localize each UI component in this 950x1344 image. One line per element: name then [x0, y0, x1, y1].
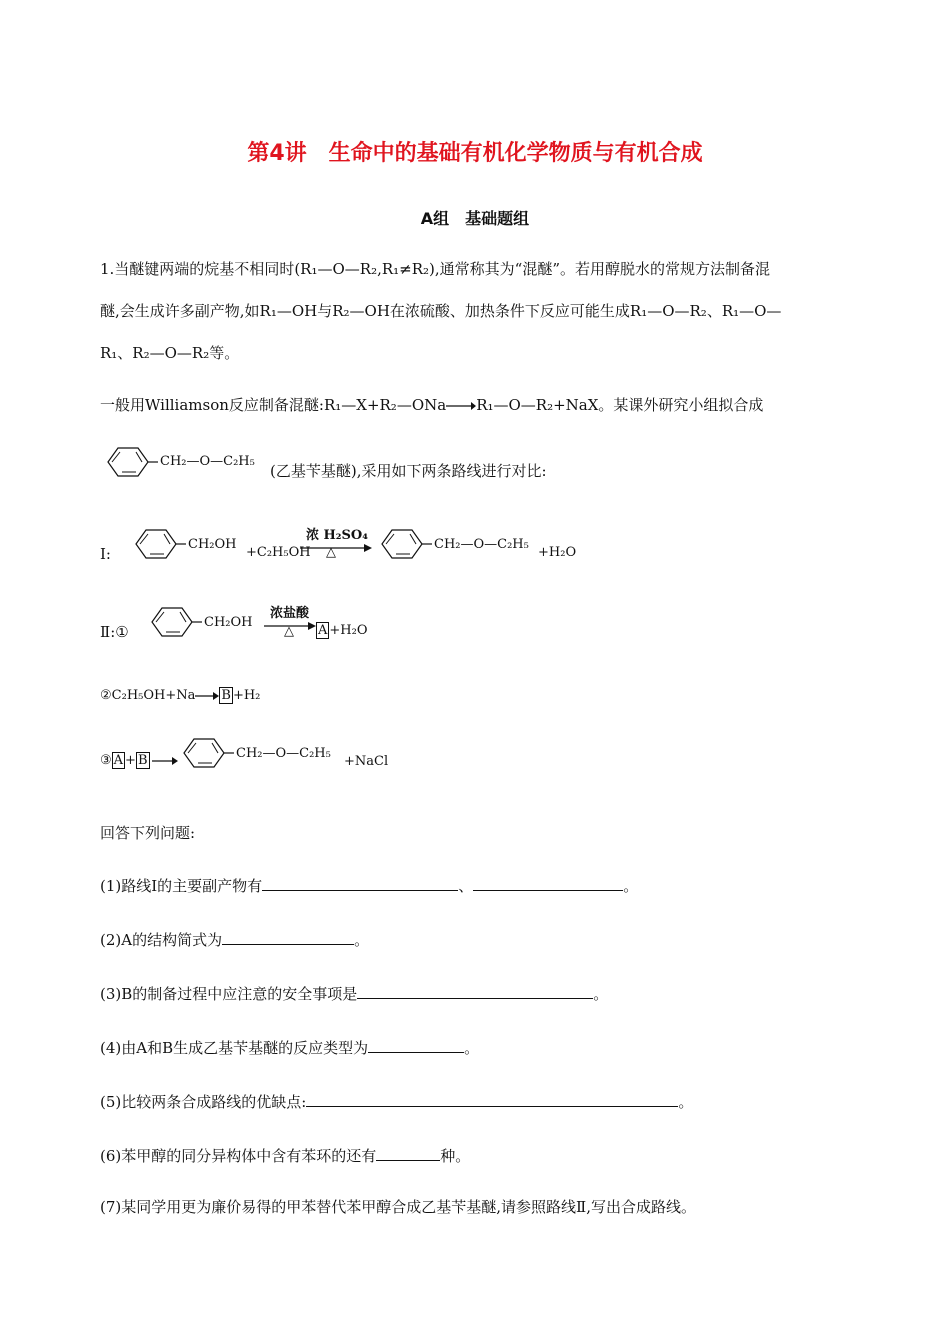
- route2-water: +H₂O: [329, 623, 368, 638]
- q4-end: 。: [464, 1039, 480, 1057]
- q5-text: (5)比较两条合成路线的优缺点:: [100, 1093, 307, 1111]
- answer-intro: 回答下列问题:: [100, 824, 196, 842]
- step3-number: ③: [100, 753, 112, 768]
- q1-end: 。: [623, 877, 639, 895]
- q3-end: 。: [593, 985, 609, 1003]
- q5-end: 。: [678, 1093, 694, 1111]
- benzene-ring-icon: [144, 604, 208, 640]
- route1-arrow: [300, 538, 372, 557]
- williamson-right: R₁—O—R₂+NaX。某课外研究小组拟合成: [476, 396, 764, 414]
- long-arrow-icon: [150, 756, 178, 766]
- question-3: [100, 982, 608, 1004]
- question-2: [100, 928, 369, 950]
- q1-sep: 、: [458, 877, 474, 895]
- route1-label: Ⅰ:: [100, 545, 111, 563]
- route1-ethanol: +C₂H₅OH: [246, 545, 311, 560]
- route2-condition-top: 浓盐酸: [270, 606, 310, 621]
- answer-blank-5[interactable]: [306, 1090, 678, 1107]
- question-6: [100, 1144, 470, 1166]
- benzene-ring-icon: [128, 526, 192, 562]
- question-7: (7)某同学用更为廉价易得的甲苯替代苯甲醇合成乙基苄基醚,请参照路线Ⅱ,写出合成路线。: [100, 1198, 696, 1216]
- product-b-box: B: [221, 688, 231, 703]
- q2-end: 。: [354, 931, 370, 949]
- page-title: 第4讲 生命中的基础有机化学物质与有机合成: [247, 141, 703, 166]
- route1-condition-bottom: △: [326, 545, 336, 560]
- long-arrow-icon: [300, 543, 372, 553]
- question-1: [100, 874, 638, 896]
- benzene-ring-icon: [374, 526, 438, 562]
- product-a-box: A: [318, 623, 328, 638]
- q6-end: 种。: [440, 1147, 471, 1165]
- answer-blank-4[interactable]: [368, 1036, 464, 1053]
- target-caption: (乙基苄基醚),采用如下两条路线进行对比:: [270, 462, 547, 480]
- route1-ch2oh: CH₂OH: [188, 537, 237, 552]
- q3-text: (3)B的制备过程中应注意的安全事项是: [100, 985, 358, 1003]
- route2-condition-bottom: △: [284, 624, 294, 639]
- question-5: [100, 1090, 693, 1112]
- benzene-ring-icon: [176, 735, 240, 771]
- route2-step2: [100, 688, 260, 703]
- answer-blank-3[interactable]: [357, 982, 593, 999]
- question-4: [100, 1036, 479, 1058]
- answer-blank-2[interactable]: [222, 928, 354, 945]
- q6-text: (6)苯甲醇的同分异构体中含有苯环的还有: [100, 1147, 377, 1165]
- route2-product: [316, 623, 368, 638]
- williamson-left: 一般用Williamson反应制备混醚:R₁—X+R₂—ONa: [100, 396, 447, 414]
- route2-step3: [100, 753, 178, 768]
- answer-blank-1a[interactable]: [262, 874, 458, 891]
- q1-line4: [100, 394, 763, 415]
- step3-product: [176, 735, 240, 775]
- step3-plus: +: [125, 753, 136, 768]
- answer-blank-1b[interactable]: [473, 874, 623, 891]
- route1-reactant: [128, 526, 192, 566]
- route1-water: +H₂O: [538, 545, 577, 560]
- route1-product: [374, 526, 438, 566]
- q1-text: (1)路线Ⅰ的主要副产物有: [100, 877, 263, 895]
- q4-text: (4)由A和B生成乙基苄基醚的反应类型为: [100, 1039, 369, 1057]
- route1-product-group: CH₂—O—C₂H₅: [434, 537, 529, 552]
- answer-blank-6[interactable]: [376, 1144, 440, 1161]
- step2-reactants: ②C₂H₅OH+Na: [100, 688, 196, 703]
- q1-line1: 1.当醚键两端的烷基不相同时(R₁—O—R₂,R₁≠R₂),通常称其为“混醚”。若用醇脱水的常规方法制备混: [100, 260, 770, 278]
- q2-text: (2)A的结构简式为: [100, 931, 223, 949]
- step3-group: CH₂—O—C₂H₅: [236, 746, 331, 761]
- step3-a-box: A: [113, 753, 124, 768]
- route2-label: Ⅱ:①: [100, 623, 129, 641]
- q1-line3: R₁、R₂—O—R₂等。: [100, 344, 240, 362]
- step3-b-box: B: [137, 753, 148, 768]
- step3-nacl: +NaCl: [344, 754, 389, 769]
- step2-hydrogen: +H₂: [232, 688, 261, 703]
- route1-condition-top: 浓 H₂SO₄: [306, 528, 368, 543]
- route2-ch2oh: CH₂OH: [204, 615, 253, 630]
- target-group: CH₂—O—C₂H₅: [160, 454, 255, 469]
- q1-line2: 醚,会生成许多副产物,如R₁—OH与R₂—OH在浓硫酸、加热条件下反应可能生成R₁—O—R₂、R₁—O—: [100, 302, 782, 320]
- short-arrow-icon: [446, 400, 476, 412]
- short-arrow-icon: [195, 691, 219, 701]
- route2-reactant: [144, 604, 208, 644]
- section-heading: A组 基础题组: [420, 209, 530, 228]
